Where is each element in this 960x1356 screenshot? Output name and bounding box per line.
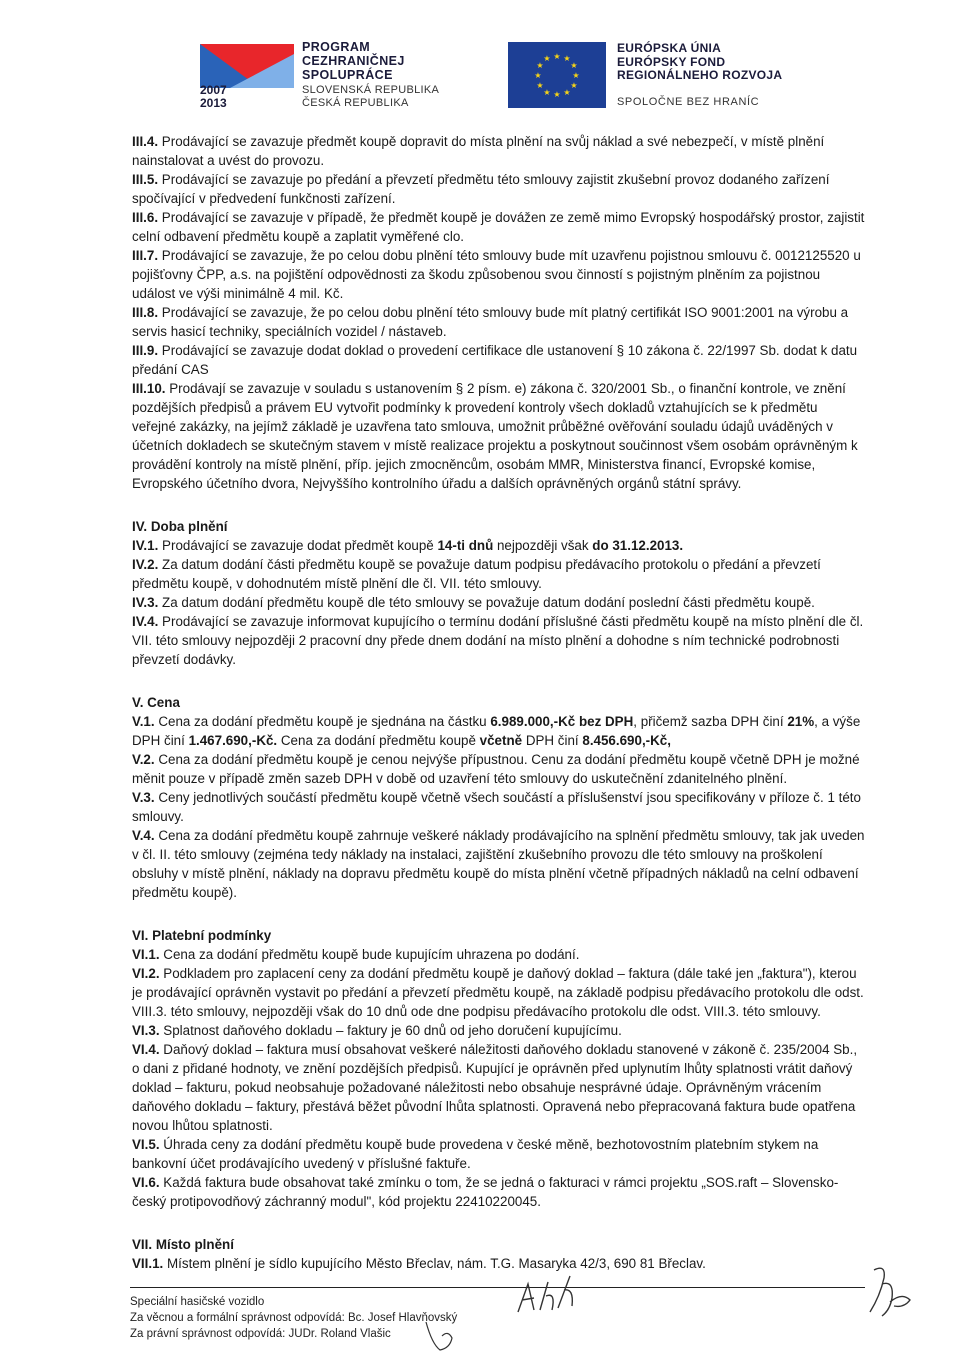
- clause-number: VI.2.: [132, 966, 160, 981]
- clause-vi-1: [132, 945, 865, 964]
- clause-text: Splatnost daňového dokladu – faktury je 60 dnů od jeho doručení kupujícímu.: [163, 1023, 622, 1038]
- clause-text: Prodávající se zavazuje, že po celou dobu plnění této smlouvy bude mít uzavřenu pojistnou smlouvu č. 0012125520 u pojišťovny ČPP, a.s. na pojištění odpovědnosti za škodu způsobenou svou činností s pojistným plněním za pojistnou událost ve výši minimálně 4 mil. Kč.: [132, 248, 861, 301]
- clause-text: Za datum dodání předmětu koupě dle této smlouvy se považuje datum dodání poslední části předmětu koupě.: [162, 595, 815, 610]
- vat-rate: 21%: [787, 714, 815, 729]
- clause-iii-7: [132, 246, 865, 303]
- clause-number: III.5.: [132, 172, 159, 187]
- clause-text: Každá faktura bude obsahovat také zmínku o tom, že se jedná o fakturaci v rámci projektu „SOS.raft – Slovensko-český protipovodňový záchranný modul", kód projektu 22410220045.: [132, 1175, 839, 1209]
- clause-vi-6: [132, 1173, 865, 1211]
- clause-iii-10: [132, 379, 865, 493]
- eu-flag-icon: [508, 42, 606, 108]
- program-line-3: SPOLUPRÁCE: [302, 68, 393, 82]
- clause-text: Místem plnění je sídlo kupujícího Město Břeclav, nám. T.G. Masaryka 42/3, 690 81 Břeclav.: [167, 1256, 706, 1271]
- clause-text: Za datum dodání části předmětu koupě se považuje datum podpisu předávacího protokolu o předání a převzetí předmětu koupě, v dohodnutém místě plnění dle čl. VII. této smlouvy.: [132, 557, 821, 591]
- section-title-vi: VI. Platební podmínky: [132, 928, 272, 943]
- clause-text: , přičemž sazba DPH činí: [633, 714, 788, 729]
- svg-text:★: ★: [553, 52, 561, 61]
- year-start: 2007: [200, 83, 227, 97]
- clause-text: DPH činí: [522, 733, 583, 748]
- clause-number: IV.3.: [132, 595, 159, 610]
- clause-text: Prodávající se zavazuje v případě, že předmět koupě je dovážen ze země mimo Evropský hospodářský prostor, zajistit celní odbavení předmětu koupě a zaplatit vyměřené clo.: [132, 210, 865, 244]
- clause-text: Cena za dodání předmětu koupě: [277, 733, 480, 748]
- clause-vi-5: [132, 1135, 865, 1173]
- document-body: [132, 132, 865, 1273]
- clause-v-3: [132, 788, 865, 826]
- clause-number: IV.2.: [132, 557, 159, 572]
- svg-text:★: ★: [563, 88, 571, 97]
- clause-number: VII.1.: [132, 1256, 164, 1271]
- clause-text: Prodávající se zavazuje informovat kupujícího o termínu dodání příslušné části předmětu koupě na místo plnění dle čl. VII. této smlouvy nejpozději 2 pracovní dny přede dnem dodání na místo plnění a dohodne s ním technické podrobnosti převzetí dodávky.: [132, 614, 864, 667]
- svg-text:★: ★: [563, 54, 571, 63]
- header: [0, 38, 960, 116]
- clause-vii-1: [132, 1254, 865, 1273]
- clause-number: VI.4.: [132, 1042, 160, 1057]
- clause-number: VI.1.: [132, 947, 160, 962]
- clause-text: Ceny jednotlivých součástí předmětu koupě včetně všech součástí a příslušenství jsou specifikovány v příloze č. 1 této smlouvy.: [132, 790, 861, 824]
- clause-vi-2: [132, 964, 865, 1021]
- footer-line-3: Za právní správnost odpovídá: JUDr. Roland Vlašic: [130, 1328, 391, 1340]
- clause-text: Daňový doklad – faktura musí obsahovat veškeré náležitosti daňového dokladu stanovené v zákoně č. 235/2004 Sb., o dani z přidané hodnoty, ve znění pozdějších předpisů. Kupující je oprávněn před uplynutím lhůty splatnosti vrátit daňový doklad – fakturu, pokud neobsahuje požadované náležitosti nebo obsahuje nesprávné údaje. Oprávněným vrácením daňového dokladu – faktury, přestává běžet původní lhůta splatnosti. Opravená nebo přepracovaná faktura bude opatřena novou lhůtou splatnosti.: [132, 1042, 858, 1133]
- clause-number: V.2.: [132, 752, 155, 767]
- clause-iii-6: [132, 208, 865, 246]
- eu-line-1: EURÓPSKA ÚNIA: [617, 41, 722, 55]
- section-title-iv: IV. Doba plnění: [132, 519, 228, 534]
- delivery-deadline: do 31.12.2013.: [592, 538, 684, 553]
- program-sub-2: ČESKÁ REPUBLIKA: [302, 97, 409, 109]
- svg-text:★: ★: [570, 81, 578, 90]
- clause-iii-9: [132, 341, 865, 379]
- footer-line-1: Speciální hasičské vozidlo: [130, 1296, 265, 1308]
- clause-text: Cena za dodání předmětu koupě zahrnuje veškeré náklady prodávajícího na splnění předmětu smlouvy, tak jak uveden v čl. II. této smlouvy (zejména tedy náklady na instalaci, zajištění zkušebního provozu dle této smlouvy na proškolení obsluhy v místě plnění, náklady na dopravu předmětu koupě do místa plnění včetně případných nákladů na celní odbavení předmětu koupě).: [132, 828, 865, 900]
- clause-iv-2: [132, 555, 865, 593]
- program-subtitle: [302, 84, 439, 110]
- clause-text: Prodávající se zavazuje předmět koupě dopravit do místa plnění na svůj náklad a své nebezpečí, v místě plnění nainstalovat a uvést do provozu.: [132, 134, 825, 168]
- clause-text: Podkladem pro zaplacení ceny za dodání předmětu koupě je daňový doklad – faktura (dále také jen „faktura"), kterou je prodávající oprávněn vystavit po předání a převzetí předmětu koupě, na základě podpisu předávacího protokolu dle odst. VIII.3. této smlouvy, nejpozději však do 10 dnů ode dne podpisu předávacího protokolu dle odst. VIII.3. této smlouvy.: [132, 966, 864, 1019]
- program-years: [200, 84, 227, 110]
- program-sub-1: SLOVENSKÁ REPUBLIKA: [302, 84, 440, 96]
- svg-text:★: ★: [572, 71, 580, 80]
- clause-vi-3: [132, 1021, 865, 1040]
- footer-divider: [130, 1287, 865, 1288]
- clause-iv-1: [132, 536, 865, 555]
- clause-number: III.6.: [132, 210, 159, 225]
- clause-iii-5: [132, 170, 865, 208]
- year-end: 2013: [200, 96, 227, 110]
- including-word: včetně: [479, 733, 523, 748]
- handwritten-signature-1: [512, 1270, 582, 1322]
- clause-text: Úhrada ceny za dodání předmětu koupě bude provedena v české měně, bezhotovostním platebním stykem na bankovní účet prodávajícího uvedený v příslušné faktuře.: [132, 1137, 819, 1171]
- clause-number: VI.5.: [132, 1137, 160, 1152]
- svg-text:★: ★: [570, 61, 578, 70]
- svg-text:★: ★: [536, 61, 544, 70]
- clause-text: Prodávající se zavazuje dodat doklad o provedení certifikace dle ustanovení § 10 zákona č. 22/1997 Sb. dodat k datu předání CAS: [132, 343, 858, 377]
- clause-text: Prodávají se zavazuje v souladu s ustanovením § 2 písm. e) zákona č. 320/2001 Sb., o finanční kontrole, ve znění pozdějších předpisů a právem EU vytvořit podmínky k provedení kontroly všech dokladů vztahujících se k předmětu veřejné zakázky, na jejímž základě je uzavřena tato smlouva, umožnit průběžné ověřování souladu údajů uváděných v účetních dokladech se skutečným stavem v místě realizace projektu a poskytnout součinnost všem osobám oprávněným k provádění kontroly na místě plnění, příp. jejich zmocněncům, osobám MMR, Ministerstva financí, Evropské komise, Evropského účetního dvora, Nejvyššího kontrolního úřadu a dalších oprávněných orgánů státní správy.: [132, 381, 858, 491]
- section-title-vii: VII. Místo plnění: [132, 1237, 234, 1252]
- clause-iv-3: [132, 593, 865, 612]
- price-with-vat: 8.456.690,-Kč,: [582, 733, 671, 748]
- handwritten-signature-2: [422, 1318, 462, 1356]
- eu-line-2: EURÓPSKY FOND: [617, 54, 726, 69]
- program-line-2: CEZHRANIČNEJ: [302, 54, 405, 68]
- clause-text: Prodávající se zavazuje po předání a převzetí předmětu této smlouvy zajistit zkušební provoz dodaného zařízení spočívající v předvedení funkčnosti zařízení.: [132, 172, 830, 206]
- clause-number: III.10.: [132, 381, 166, 396]
- clause-text: Cena za dodání předmětu koupě bude kupujícím uhrazena po dodání.: [163, 947, 580, 962]
- footer-line-2: Za věcnou a formální správnost odpovídá: Bc. Josef Hlavňovský: [130, 1312, 458, 1324]
- svg-text:★: ★: [553, 90, 561, 99]
- clause-v-4: [132, 826, 865, 902]
- clause-number: V.1.: [132, 714, 155, 729]
- section-title-v: V. Cena: [132, 695, 180, 710]
- eu-line-3: REGIONÁLNEHO ROZVOJA: [617, 68, 783, 82]
- clause-number: III.8.: [132, 305, 159, 320]
- clause-text: Cena za dodání předmětu koupě je sjednána na částku: [158, 714, 491, 729]
- clause-number: III.4.: [132, 134, 159, 149]
- clause-text: Cena za dodání předmětu koupě je cenou nejvýše přípustnou. Cenu za dodání předmětu koupě včetně DPH je možné měnit pouze v případě změn sazeb DPH v době od uzavření této smlouvy do uskutečnění zdanitelného plnění.: [132, 752, 860, 786]
- svg-text:★: ★: [536, 81, 544, 90]
- clause-number: IV.1.: [132, 538, 159, 553]
- eu-title: [617, 42, 782, 83]
- clause-v-1: [132, 712, 865, 750]
- clause-number: VI.6.: [132, 1175, 160, 1190]
- clause-text: , a výše DPH činí: [132, 714, 861, 748]
- clause-number: IV.4.: [132, 614, 159, 629]
- clause-iii-8: [132, 303, 865, 341]
- program-line-1: PROGRAM: [302, 40, 371, 54]
- vat-amount: 1.467.690,-Kč.: [188, 733, 278, 748]
- clause-v-2: [132, 750, 865, 788]
- clause-iv-4: [132, 612, 865, 669]
- clause-text: Prodávající se zavazuje dodat předmět koupě: [162, 538, 438, 553]
- clause-text: nejpozději však: [493, 538, 593, 553]
- clause-text: Prodávající se zavazuje, že po celou dobu plnění této smlouvy bude mít platný certifikát ISO 9001:2001 na výrobu a servis hasicí techniky, speciálních vozidel / nástaveb.: [132, 305, 849, 339]
- handwritten-initials: [864, 1262, 916, 1322]
- program-title: [302, 40, 405, 82]
- clause-number: VI.3.: [132, 1023, 160, 1038]
- clause-number: III.9.: [132, 343, 159, 358]
- delivery-days: 14-ti dnů: [437, 538, 494, 553]
- svg-text:★: ★: [543, 54, 551, 63]
- clause-number: V.3.: [132, 790, 155, 805]
- eu-slogan: SPOLOČNE BEZ HRANÍC: [617, 96, 760, 108]
- price-without-vat: 6.989.000,-Kč bez DPH: [490, 714, 634, 729]
- footer: [130, 1294, 457, 1342]
- clause-number: V.4.: [132, 828, 155, 843]
- clause-iii-4: [132, 132, 865, 170]
- svg-text:★: ★: [543, 88, 551, 97]
- svg-text:★: ★: [534, 71, 542, 80]
- clause-vi-4: [132, 1040, 865, 1135]
- clause-number: III.7.: [132, 248, 159, 263]
